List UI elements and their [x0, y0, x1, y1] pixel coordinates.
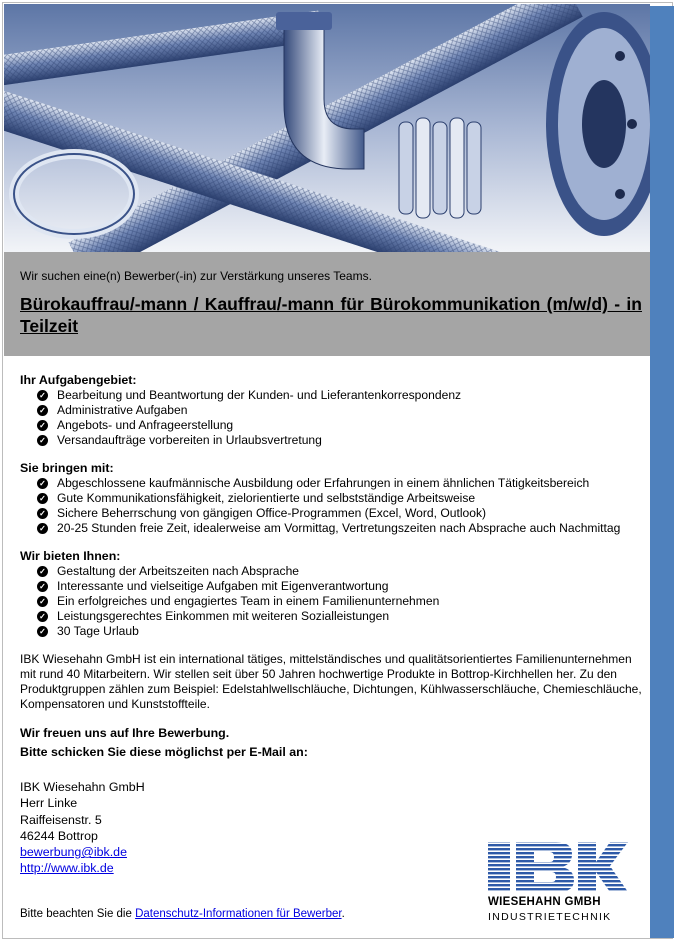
email-link[interactable]: bewerbung@ibk.de	[20, 845, 127, 860]
bullet-icon: ✓	[37, 420, 48, 431]
list-item: ✓ Gestaltung der Arbeitszeiten nach Absprache	[37, 564, 439, 579]
job-title: Bürokauffrau/-mann / Kauffrau/-mann für Bürokommunikation (m/w/d) - in Teilzeit	[20, 294, 642, 336]
list-item: ✓ Bearbeitung und Beantwortung der Kunden- und Lieferantenkorrespondenz	[37, 388, 461, 403]
bullet-icon: ✓	[37, 478, 48, 489]
requirements-list	[37, 476, 620, 536]
contact-address	[20, 779, 145, 877]
list-item: ✓ Ein erfolgreiches und engagiertes Team in einem Familienunternehmen	[37, 594, 439, 609]
intro-text: Wir suchen eine(n) Bewerber(-in) zur Verstärkung unseres Teams.	[20, 269, 372, 283]
bullet-icon: ✓	[37, 390, 48, 401]
bullet-icon: ✓	[37, 493, 48, 504]
list-item: ✓ Sichere Beherrschung von gängigen Office-Programmen (Excel, Word, Outlook)	[37, 506, 620, 521]
section-heading-tasks: Ihr Aufgabengebiet:	[20, 373, 137, 387]
bullet-icon: ✓	[37, 626, 48, 637]
list-item: ✓ Administrative Aufgaben	[37, 403, 461, 418]
address-contact: Herr Linke	[20, 796, 78, 811]
logo-name: WIESEHAHN GMBH	[488, 896, 601, 908]
task-list	[37, 388, 461, 448]
list-item: ✓ Interessante und vielseitige Aufgaben mit Eigenverantwortung	[37, 579, 439, 594]
address-company: IBK Wiesehahn GmbH	[20, 780, 145, 794]
list-item: ✓ Versandaufträge vorbereiten in Urlaubsvertretung	[37, 433, 461, 448]
closing-line-1: Wir freuen uns auf Ihre Bewerbung.	[20, 726, 230, 740]
bullet-icon: ✓	[37, 581, 48, 592]
offer-list	[37, 564, 439, 639]
hero-image-hoses	[4, 4, 650, 252]
bullet-icon: ✓	[37, 523, 48, 534]
privacy-note: Bitte beachten Sie die Datenschutz-Informationen für Bewerber.	[20, 908, 345, 920]
list-item: ✓ Gute Kommunikationsfähigkeit, zielorientierte und selbstständige Arbeitsweise	[37, 491, 620, 506]
bullet-icon: ✓	[37, 405, 48, 416]
list-item: ✓ 30 Tage Urlaub	[37, 624, 439, 639]
list-item: ✓ Abgeschlossene kaufmännische Ausbildung oder Erfahrungen in einem ähnlichen Tätigkeitsbereich	[37, 476, 620, 491]
company-description: IBK Wiesehahn GmbH ist ein international tätiges, mittelständisches und qualitätsorientiertes Familienunternehmen mit rund 40 Mitarbeitern. Wir stellen seit über 50 Jahren hochwertige Produkte in Bottrop-Kirchhellen her. Zu den Produktgruppen zählen zum Beispiel: Edelstahlwellschläuche, Dichtungen, Kühlwasserschläuche, Chemieschläuche, Kompensatoren und Kunststoffteile.	[20, 652, 642, 711]
section-heading-requirements: Sie bringen mit:	[20, 461, 114, 475]
bullet-icon: ✓	[37, 566, 48, 577]
logo-tagline: INDUSTRIETECHNIK	[488, 911, 612, 923]
bullet-icon: ✓	[37, 435, 48, 446]
list-item: ✓ Angebots- und Anfrageerstellung	[37, 418, 461, 433]
list-item: ✓ Leistungsgerechtes Einkommen mit weiteren Sozialleistungen	[37, 609, 439, 624]
website-link[interactable]: http://www.ibk.de	[20, 861, 114, 876]
company-logo	[486, 840, 628, 924]
bullet-icon: ✓	[37, 508, 48, 519]
privacy-link[interactable]: Datenschutz-Informationen für Bewerber	[135, 908, 342, 920]
list-item: ✓ 20-25 Stunden freie Zeit, idealerweise am Vormittag, Vertretungszeiten nach Absprache auch Nachmittag	[37, 521, 620, 536]
address-street: Raiffeisenstr. 5	[20, 812, 102, 827]
closing-line-2: Bitte schicken Sie diese möglichst per E-Mail an:	[20, 745, 308, 759]
side-accent-bar	[650, 6, 674, 938]
bullet-icon: ✓	[37, 611, 48, 622]
section-heading-offer: Wir bieten Ihnen:	[20, 549, 121, 563]
address-city: 46244 Bottrop	[20, 828, 98, 843]
bullet-icon: ✓	[37, 596, 48, 607]
